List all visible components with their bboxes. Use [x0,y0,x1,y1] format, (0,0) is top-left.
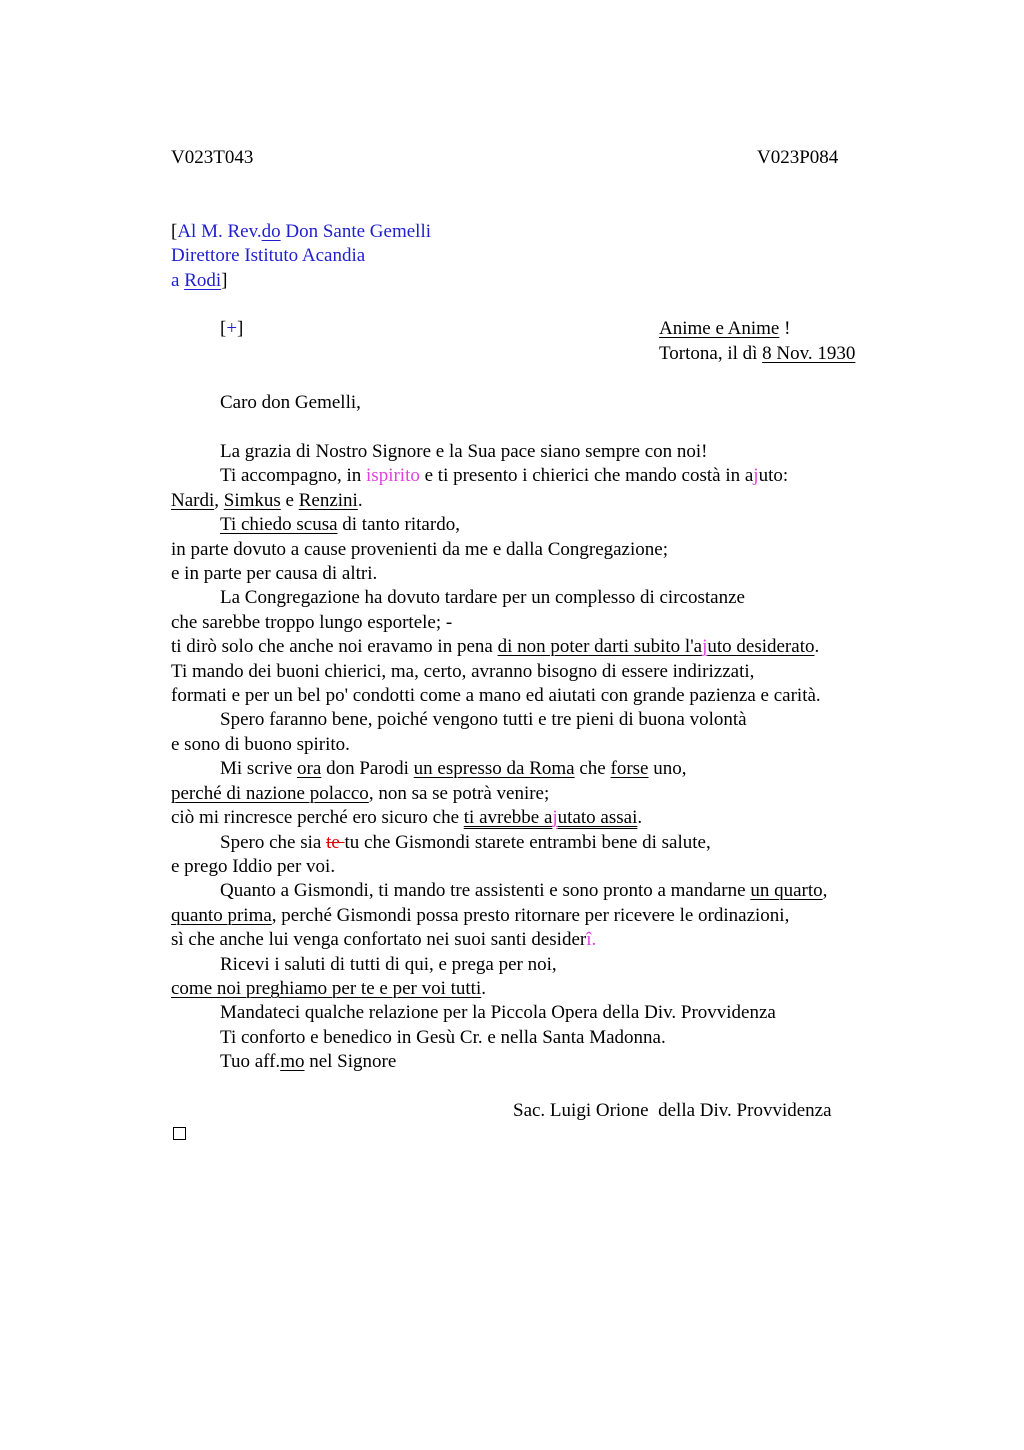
body-line: Ti mando dei buoni chierici, ma, certo, avranno bisogno di essere indirizzati, [171,661,755,682]
closing-line: Tuo aff.mo nel Signore [220,1051,397,1072]
address-line-3: a Rodi] [171,270,228,291]
doc-code-left: V023T043 [171,147,254,168]
body-line: sì che anche lui venga confortato nei suoi santi desiderî. [171,929,597,950]
body-line: La Congregazione ha dovuto tardare per un complesso di circostanze [220,587,745,608]
body-line: Ti chiedo scusa di tanto ritardo, [220,514,460,535]
strikethrough-text: te [326,832,345,853]
body-line: e sono di buono spirito. [171,734,350,755]
body-line: che sarebbe troppo lungo esportele; - [171,612,453,633]
body-line: come noi preghiamo per te e per voi tutti. [171,978,486,999]
signature: Sac. Luigi Orione della Div. Provvidenza [513,1100,832,1121]
cross-mark: [+] [220,318,244,339]
salutation: Caro don Gemelli, [220,392,361,413]
body-line: Ti conforto e benedico in Gesù Cr. e nella Santa Madonna. [220,1027,666,1048]
body-line: ciò mi rincresce perché ero sicuro che ti avrebbe ajutato assai. [171,807,643,828]
body-line: Spero faranno bene, poiché vengono tutti e tre pieni di buona volontà [220,709,747,730]
body-line: perché di nazione polacco, non sa se potrà venire; [171,783,550,804]
body-line: Mi scrive ora don Parodi un espresso da Roma che forse uno, [220,758,687,779]
body-line: e in parte per causa di altri. [171,563,378,584]
body-line: formati e per un bel po' condotti come a mano ed aiutati con grande pazienza e carità. [171,685,821,706]
body-line: e prego Iddio per voi. [171,856,336,877]
doc-code-right: V023P084 [757,147,839,168]
body-line: quanto prima, perché Gismondi possa presto ritornare per ricevere le ordinazioni, [171,905,790,926]
motto: Anime e Anime ! [659,318,791,339]
body-line: Spero che sia te tu che Gismondi starete entrambi bene di salute, [220,832,711,853]
end-marker-box [173,1127,186,1140]
date-line: Tortona, il dì 8 Nov. 1930 [659,343,856,364]
body-line-names: Nardi, Simkus e Renzini. [171,490,363,511]
body-line: in parte dovuto a cause provenienti da me e dalla Congregazione; [171,539,668,560]
address-line-1: [Al M. Rev.do Don Sante Gemelli [171,221,431,242]
body-line: Ricevi i saluti di tutti di qui, e prega per noi, [220,954,557,975]
body-line: ti dirò solo che anche noi eravamo in pena di non poter darti subito l'ajuto desiderato. [171,636,820,657]
address-line-2: Direttore Istituto Acandia [171,245,366,266]
body-line: La grazia di Nostro Signore e la Sua pace siano sempre con noi! [220,441,708,462]
body-line: Mandateci qualche relazione per la Piccola Opera della Div. Provvidenza [220,1002,776,1023]
body-line: Quanto a Gismondi, ti mando tre assistenti e sono pronto a mandarne un quarto, [220,880,828,901]
body-line: Ti accompagno, in ispirito e ti presento i chierici che mando costà in ajuto: [220,465,789,486]
